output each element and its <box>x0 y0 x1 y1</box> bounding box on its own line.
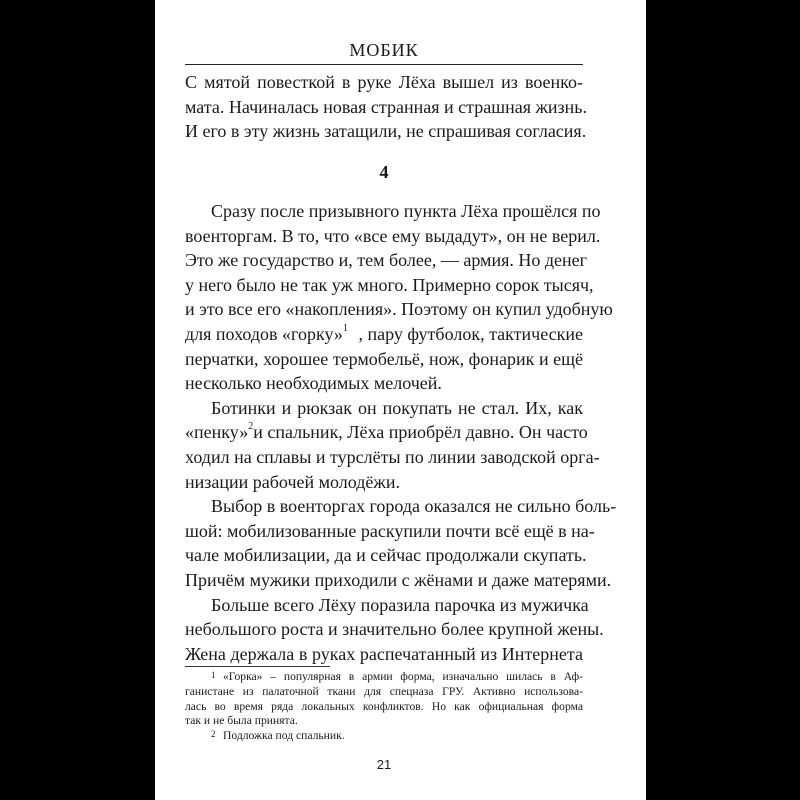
footnote-text: «Горка» – популярная в армии форма, изначально шилась в Аф- <box>223 670 583 683</box>
text-line: военторгам. В то, что «все ему выдадут», он не верил. <box>185 225 601 246</box>
text-line: низации рабочей молодёжи. <box>185 471 400 492</box>
text-fragment: , пару футболок, тактические <box>358 323 583 344</box>
header-rule <box>185 64 583 65</box>
footnote-1 <box>185 670 583 685</box>
text-line: мата. Начиналась новая странная и страшная жизнь. <box>185 96 588 117</box>
chapter-number: 4 <box>379 162 389 182</box>
text-line: шой: мобилизованные раскупили почти всё ещё в на- <box>185 520 595 541</box>
footnote-2 <box>185 729 583 744</box>
text-line: С мятой повесткой в руке Лёха вышел из военко- <box>185 72 583 92</box>
text-line: ходил на сплавы и турслёты по линии заводской орга- <box>185 446 600 467</box>
footnotes <box>185 670 583 744</box>
text-line: Это же государство и, тем более, — армия. Но денег <box>185 250 588 271</box>
footnote-rule <box>185 666 330 667</box>
footnote-mark: 2 <box>211 729 216 740</box>
footnote-ref-1: 1 <box>342 322 348 334</box>
footnote-text: так и не была принята. <box>185 714 298 728</box>
text-line: у него было не так уж много. Примерно сорок тысяч, <box>185 274 594 295</box>
text-line: перчатки, хорошее термобельё, нож, фонарик и ещё <box>185 348 583 369</box>
text-line: Ботинки и рюкзак он покупать не стал. Их, как <box>211 397 583 418</box>
footnote-text: лась во время ряда локальных конфликтов. Но как официальная форма <box>185 699 583 713</box>
text-line-with-footnote <box>185 322 583 347</box>
text-line-with-footnote <box>185 420 588 445</box>
text-line: Выбор в военторгах города оказался не сильно боль- <box>211 496 617 517</box>
text-line: Сразу после призывного пункта Лёха прошёлся по <box>211 201 601 221</box>
text-line: Жена держала в руках распечатанный из Интернета <box>185 643 583 664</box>
text-fragment: и спальник, Лёха приобрёл давно. Он часто <box>253 422 588 443</box>
footnote-text: ганистане из палаточной ткани для спецназа ГРУ. Активно использова- <box>185 684 583 698</box>
text-fragment: для походов «горку» <box>185 323 343 344</box>
chapter-body <box>185 199 617 666</box>
text-line: Больше всего Лёху поразила парочка из мужичка <box>211 594 589 615</box>
text-line: небольшого роста и значительно более крупной жены. <box>185 619 604 640</box>
text-line: и это все его «накопления». Поэтому он купил удобную <box>185 299 613 320</box>
text-line: чале мобилизации, да и сейчас продолжали скупать. <box>185 545 587 566</box>
text-line: несколько необходимых мелочей. <box>185 373 442 394</box>
book-page <box>155 0 646 800</box>
footnote-mark: 1 <box>211 670 216 680</box>
footnote-ref-2: 2 <box>248 421 254 433</box>
text-line: И его в эту жизнь затащили, не спрашивая согласия. <box>185 121 587 142</box>
intro-paragraph <box>185 70 588 144</box>
running-header: МОБИК <box>349 40 419 60</box>
footnote-text: Подложка под спальник. <box>223 729 345 743</box>
page-number: 21 <box>376 757 392 772</box>
text-fragment: «пенку» <box>185 422 249 443</box>
text-line: Причём мужики приходили с жёнами и даже матерями. <box>185 569 612 590</box>
